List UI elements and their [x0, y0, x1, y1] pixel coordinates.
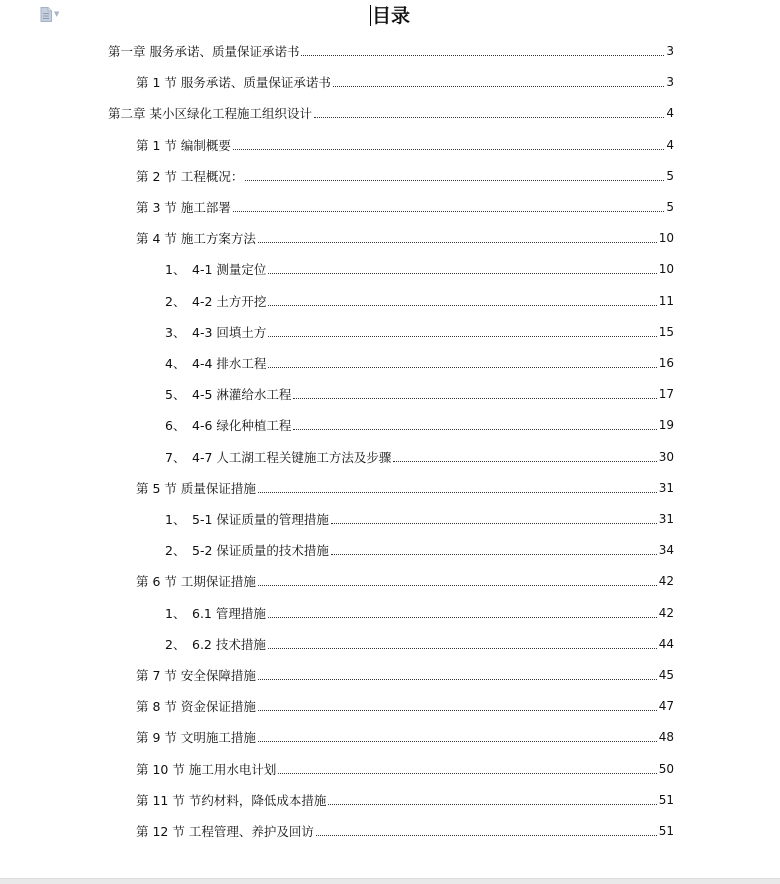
dot-leader [268, 273, 656, 274]
bottom-scroll-bar[interactable] [0, 878, 780, 884]
toc-entry[interactable] [136, 695, 674, 715]
toc-entry-page-number: 10 [658, 231, 674, 245]
toc-entry-label: 6.1 管理措施 [192, 606, 266, 621]
dot-leader [301, 55, 664, 56]
toc-entry-label: 4-6 绿化种植工程 [192, 418, 292, 433]
toc-entry[interactable] [136, 134, 674, 154]
toc-entry-label: 第 4 节 施工方案方法 [136, 231, 256, 246]
dot-leader [233, 149, 664, 150]
toc-entry-label: 第一章 服务承诺、质量保证承诺书 [108, 44, 300, 59]
toc-entry[interactable] [165, 508, 674, 528]
toc-entry[interactable] [136, 477, 674, 497]
toc-entry-page-number: 5 [666, 169, 674, 183]
toc-entry[interactable] [165, 414, 674, 434]
dot-leader [268, 648, 657, 649]
dot-leader [333, 86, 664, 87]
toc-entry[interactable] [165, 352, 674, 372]
toc-entry[interactable] [136, 165, 674, 185]
toc-entry-label: 4-4 排水工程 [192, 356, 267, 371]
toc-entry-page-number: 48 [658, 730, 674, 744]
toc-entry-page-number: 3 [666, 44, 674, 58]
toc-entry-number: 2、 [165, 294, 186, 309]
toc-entry[interactable] [165, 633, 674, 653]
toc-entry-label: 第 2 节 工程概况： [136, 169, 244, 184]
toc-entry[interactable] [136, 820, 674, 840]
dot-leader [233, 211, 664, 212]
dot-leader [328, 804, 656, 805]
toc-entry-number: 4、 [165, 356, 186, 371]
toc-entry-label: 4-1 测量定位 [192, 262, 267, 277]
toc-entry[interactable] [165, 539, 674, 559]
toc-entry[interactable] [136, 726, 674, 746]
toc-entry[interactable] [165, 321, 674, 341]
dot-leader [293, 429, 656, 430]
dot-leader [331, 523, 657, 524]
toc-entry-number: 1、 [165, 512, 186, 527]
dot-leader [258, 679, 657, 680]
toc-entry[interactable] [165, 383, 674, 403]
dot-leader [278, 773, 656, 774]
toc-entry-label: 4-5 淋灌给水工程 [192, 387, 292, 402]
toc-entry-number: 5、 [165, 387, 186, 402]
chevron-down-icon: ▼ [54, 10, 60, 18]
toc-entry-page-number: 50 [658, 762, 674, 776]
page-title-text: 目录 [371, 5, 410, 27]
dot-leader [293, 398, 656, 399]
toc-entry-label: 6.2 技术措施 [192, 637, 266, 652]
dot-leader [258, 492, 657, 493]
toc-entry[interactable] [165, 602, 674, 622]
toc-entry-page-number: 45 [658, 668, 674, 682]
toc-entry-page-number: 31 [658, 481, 674, 495]
dot-leader [268, 367, 656, 368]
toc-entry-number: 1、 [165, 262, 186, 277]
toc-entry-number: 2、 [165, 543, 186, 558]
toc-entry[interactable] [165, 290, 674, 310]
toc-entry-label: 第 12 节 工程管理、养护及回访 [136, 824, 314, 839]
toc-entry[interactable] [165, 258, 674, 278]
page-title [0, 3, 780, 29]
toc-entry-label: 4-7 人工湖工程关键施工方法及步骤 [192, 450, 392, 465]
toc-entry-page-number: 11 [658, 294, 674, 308]
toc-entry-label: 第 3 节 施工部署 [136, 200, 231, 215]
toc-entry[interactable] [136, 196, 674, 216]
toc-entry-page-number: 31 [658, 512, 674, 526]
text-cursor [370, 5, 371, 26]
toc-entry-number: 6、 [165, 418, 186, 433]
toc-entry-page-number: 47 [658, 699, 674, 713]
toc-entry-label: 第 6 节 工期保证措施 [136, 574, 256, 589]
dot-leader [245, 180, 664, 181]
toc-entry-page-number: 15 [658, 325, 674, 339]
toc-entry[interactable] [136, 570, 674, 590]
toc-entry[interactable] [136, 789, 674, 809]
toc-entry[interactable] [108, 40, 674, 60]
toc-entry-label: 第 1 节 编制概要 [136, 138, 231, 153]
toc-entry[interactable] [136, 227, 674, 247]
dot-leader [268, 305, 656, 306]
dot-leader [258, 242, 657, 243]
toc-entry-page-number: 4 [666, 106, 674, 120]
dot-leader [258, 585, 657, 586]
toc-entry-number: 7、 [165, 450, 186, 465]
toc-entry[interactable] [165, 446, 674, 466]
toc-entry-label: 第 10 节 施工用水电计划 [136, 762, 277, 777]
toc-entry-label: 第 8 节 资金保证措施 [136, 699, 256, 714]
toc-entry-page-number: 34 [658, 543, 674, 557]
toc-entry-label: 第 9 节 文明施工措施 [136, 730, 256, 745]
toc-entry-page-number: 51 [658, 793, 674, 807]
toc-entry-page-number: 42 [658, 574, 674, 588]
toc-entry-number: 3、 [165, 325, 186, 340]
dot-leader [268, 617, 657, 618]
toc-entry-page-number: 51 [658, 824, 674, 838]
dot-leader [258, 741, 657, 742]
dot-leader [258, 710, 657, 711]
toc-entry-label: 4-3 回填土方 [192, 325, 267, 340]
toc-entry[interactable] [136, 758, 674, 778]
toc-entry-page-number: 5 [666, 200, 674, 214]
dot-leader [331, 554, 657, 555]
toc-entry[interactable] [136, 71, 674, 91]
toc-entry-label: 5-1 保证质量的管理措施 [192, 512, 329, 527]
toc-entry[interactable] [136, 664, 674, 684]
dot-leader [393, 461, 656, 462]
toc-entry-page-number: 19 [658, 418, 674, 432]
toc-entry-label: 第 11 节 节约材料，降低成本措施 [136, 793, 327, 808]
toc-entry-number: 2、 [165, 637, 186, 652]
toc-entry-page-number: 17 [658, 387, 674, 401]
toc-entry-label: 4-2 土方开挖 [192, 294, 267, 309]
toc-entry-page-number: 10 [658, 262, 674, 276]
toc-entry-page-number: 44 [658, 637, 674, 651]
dot-leader [314, 117, 664, 118]
toc-entry-page-number: 3 [666, 75, 674, 89]
toc-entry-page-number: 30 [658, 450, 674, 464]
toc-entry-page-number: 16 [658, 356, 674, 370]
dot-leader [316, 835, 657, 836]
toc-entry-label: 第 5 节 质量保证措施 [136, 481, 256, 496]
toc-entry-label: 第二章 某小区绿化工程施工组织设计 [108, 106, 312, 121]
toc-entry-page-number: 42 [658, 606, 674, 620]
toc-entry[interactable] [108, 102, 674, 122]
toc-entry-number: 1、 [165, 606, 186, 621]
dot-leader [268, 336, 656, 337]
toc-entry-label: 第 1 节 服务承诺、质量保证承诺书 [136, 75, 331, 90]
toc-entry-label: 5-2 保证质量的技术措施 [192, 543, 329, 558]
toc-entry-label: 第 7 节 安全保障措施 [136, 668, 256, 683]
toc-entry-page-number: 4 [666, 138, 674, 152]
